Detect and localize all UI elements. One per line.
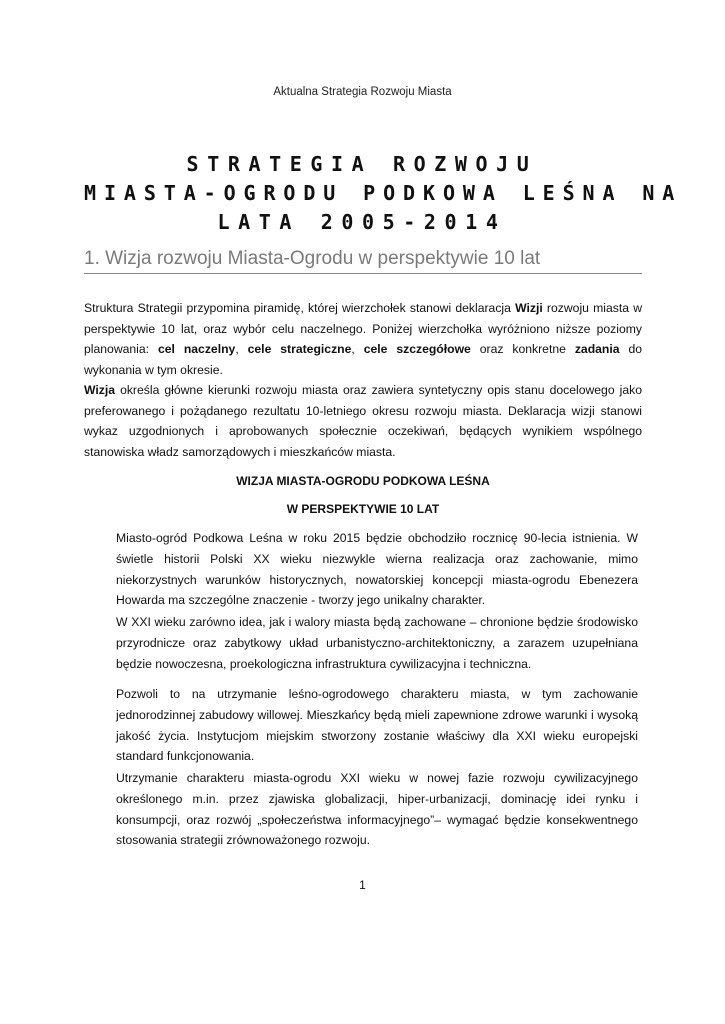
document-title <box>84 150 683 237</box>
bold-term: zadania <box>574 342 620 356</box>
text-run: rozwoju miasta w perspektywie 10 lat, oraz wybór celu naczelnego. Poniżej wierzchołka wyróżniono niższe poziomy planowania: <box>84 301 642 356</box>
vision-paragraph: Utrzymanie charakteru miasta-ogrodu XXI wieku w nowej fazie rozwoju cywilizacyjnego określonego m.in. przez zjawiska globalizacji, hiper-urbanizacji, dominację idei rynku i konsumpcji, oraz rozwój „społeczeństwa informacyjnego”– wymagać będzie konsekwentnego stosowania strategii zrównoważonego rozwoju. <box>116 771 638 848</box>
page-number: 1 <box>359 878 366 892</box>
title-line-2: MIASTA-OGRODU PODKOWA LEŚNA NA <box>84 181 683 205</box>
vision-definition-paragraph <box>84 380 642 462</box>
vision-paragraph: W XXI wieku zarówno idea, jak i walory miasta będą zachowane – chronione będzie środowisko przyrodnicze oraz zabytkowy układ urbanistyczno-architektoniczny, a zarazem uzupełniana będzie nowoczesna, proekologiczna infrastruktura cywilizacyjna i techniczna. <box>116 615 638 671</box>
intro-paragraph <box>84 298 642 380</box>
bold-term: cel naczelny <box>157 342 236 356</box>
bold-term: cele szczegółowe <box>363 342 471 356</box>
text-run: , <box>351 342 364 356</box>
title-line-3: LATA 2005-2014 <box>217 210 507 234</box>
text-run: określa główne kierunki rozwoju miasta oraz zawiera syntetyczny opis stanu docelowego jako preferowanego i pożądanego rezultatu 10-letniego okresu rozwoju miasta. Deklaracja wizji stanowi wykaz uzgodnionych i aprobowanych społecznie oczekiwań, będących wynikiem wspólnego stanowiska władz samorządowych i mieszkańców miasta. <box>84 383 642 459</box>
title-line-1: STRATEGIA ROZWOJU <box>186 152 538 176</box>
running-header: Aktualna Strategia Rozwoju Miasta <box>273 86 452 98</box>
text-run: , <box>235 342 248 356</box>
vision-paragraph: Miasto-ogród Podkowa Leśna w roku 2015 będzie obchodziło rocznicę 90-lecia istnienia. W świetle historii Polski XX wieku niezwykle wierna realizacja oraz zachowanie, mimo niekorzystnych warunków historycznych, nowatorskiej koncepcji miasta-ogrodu Ebenezera Howarda ma szczególne znaczenie - tworzy jego unikalny charakter. <box>116 531 638 608</box>
text-run: do wykonania w tym okresie. <box>84 342 643 377</box>
bold-term: Wizji <box>515 301 543 315</box>
vision-title: WIZJA MIASTA-OGRODU PODKOWA LEŚNA <box>236 474 490 488</box>
text-run: Struktura Strategii przypomina piramidę, której wierzchołek stanowi deklaracja <box>84 301 516 315</box>
bold-term: cele strategiczne <box>247 342 352 356</box>
vision-subtitle: W PERSPEKTYWIE 10 LAT <box>286 502 440 516</box>
vision-paragraph: Pozwoli to na utrzymanie leśno-ogrodowego charakteru miasta, w tym zachowanie jednorodzinnej zabudowy willowej. Mieszkańcy będą mieli zapewnione zdrowe warunki i wysoką jakość życia. Instytucjom miejskim stworzony zostanie właściwy dla XXI wieku europejski standard funkcjonowania. <box>116 687 638 764</box>
text-run: oraz konkretne <box>470 342 575 356</box>
section-heading: 1. Wizja rozwoju Miasta-Ogrodu w perspektywie 10 lat <box>84 248 642 274</box>
bold-term: Wizja <box>84 383 116 397</box>
